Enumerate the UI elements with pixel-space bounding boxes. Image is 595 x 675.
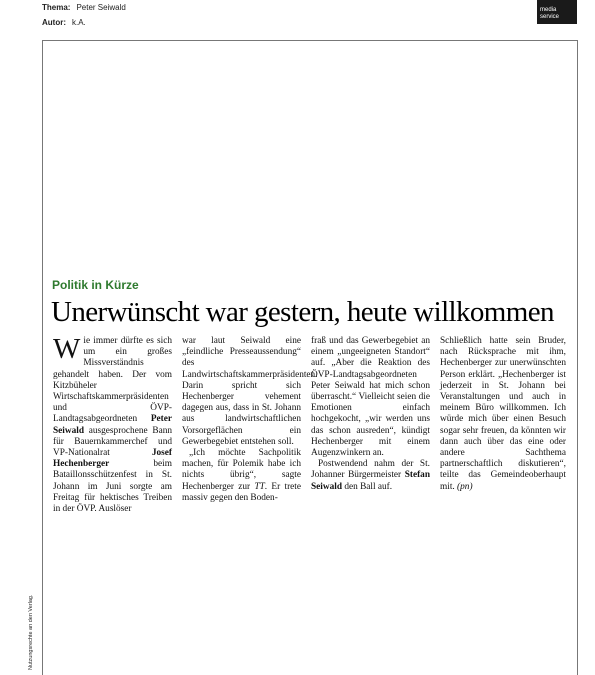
- newspaper-tt: TT: [254, 481, 265, 492]
- name-stefan-seiwald: Stefan Seiwald: [311, 470, 430, 492]
- col1-text-c: ausgesprochene Bann für Bauernkammerchef und VP-Nationalrat: [53, 425, 172, 459]
- col2-text-c: . Er trete massiv gegen den Boden-: [182, 481, 301, 503]
- meta-autor: [42, 18, 86, 27]
- column-2-paragraph-2: [182, 448, 301, 504]
- logo-line-1: media: [540, 7, 557, 13]
- author-initials: (pn): [457, 481, 473, 492]
- meta-autor-value: k.A.: [72, 18, 86, 27]
- column-1-paragraph: [53, 333, 172, 515]
- meta-thema-label: Thema:: [42, 3, 71, 12]
- col1-text-e: beim Bataillonsschützenfest in St. Johann im Juni sorgte am Freitag für hektisches Treiben in der ÖVP. Auslöser: [53, 459, 172, 515]
- media-service-logo: [537, 0, 577, 24]
- col4-text: Schließlich hatte sein Bruder, nach Rücksprache mit ihm, Hechenberger zur unerwünschten Person erklärt. „Hechenberger ist jederzeit in St. Johann bei Veranstaltungen und auch in meinem Büro willkommen. Ich würde mich über einen Besuch sogar sehr freuen, da könnten wir dann auch über das eine oder andere Sachthema partnerschaftlich diskutieren“, teilte das Gemeindeoberhaupt mit.: [440, 336, 566, 492]
- article-column-2: [182, 336, 318, 504]
- col1-text-a: ie immer dürfte es sich um ein großes Missverständnis gehandelt haben. Der vom Kitzbüheler Wirtschaftskammerpräsidenten und ÖVP-Landtagsabgeordneten: [53, 336, 172, 425]
- article-column-3: [311, 336, 430, 493]
- drop-cap: W: [53, 333, 81, 365]
- usage-rights-note: Nutzungsrechte an den Verlag.: [28, 594, 34, 670]
- col2-text-a: „Ich möchte Sachpolitik machen, für Polemik habe ich nichts übrig“, sagte Hechenberger zur: [182, 448, 301, 492]
- column-2-paragraph-1: war laut Seiwald eine „feindliche Presseaussendung“ des Landwirtschaftskammerpräsidenten. Darin spricht sich Hechenberger vehement dagegen aus, dass in St. Johann aus landwirtschaftlichen Vorsorgeflächen ein Gewerbegebiet entstehen soll.: [182, 336, 318, 447]
- column-4-paragraph: [440, 336, 566, 493]
- meta-thema-value: Peter Seiwald: [76, 3, 126, 12]
- column-3-paragraph-2: [311, 459, 430, 493]
- article-column-4: [440, 336, 566, 493]
- meta-autor-label: Autor:: [42, 18, 66, 27]
- logo-line-2: service: [540, 14, 560, 20]
- col3-text-a: Postwendend nahm der St. Johanner Bürgermeister: [311, 459, 430, 481]
- name-peter-seiwald: Peter Seiwald: [53, 414, 172, 436]
- article-headline: Unerwünscht war gestern, heute willkommen: [51, 296, 554, 328]
- article-rubric: Politik in Kürze: [52, 278, 139, 292]
- col3-text-c: den Ball auf.: [342, 481, 393, 492]
- article-column-1: [53, 333, 172, 515]
- column-3-paragraph-1: fraß und das Gewerbegebiet an einem „ungeeigneten Standort“ auf. „Aber die Reaktion des ÖVP-Landtagsabgeordneten Peter Seiwald hat mich schon überrascht.“ Vielleicht seien die Emotionen einfach hochgekocht, „wir werden uns das schon ausreden“, kündigt Hechenberger mit einem Augenzwinkern an.: [311, 336, 430, 459]
- meta-thema: [42, 3, 126, 12]
- name-josef-hechenberger: Josef Hechenberger: [53, 448, 172, 470]
